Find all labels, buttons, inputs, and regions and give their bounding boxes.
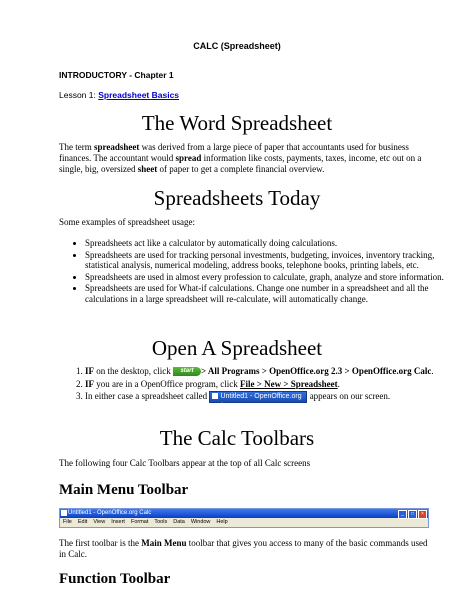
text-span: . xyxy=(337,378,340,389)
text-span: on the desktop, click xyxy=(94,366,173,376)
heading-spreadsheets-today: Spreadsheets Today xyxy=(153,186,321,210)
bold-term: sheet xyxy=(137,164,158,174)
document-title: CALC (Spreadsheet) xyxy=(193,41,281,51)
list-item: • Spreadsheets are used for What-if calculations. Change one number in a spreadsheet and all the calculations in a large spreadsheet will re-calculate, will automatically change. xyxy=(85,283,451,304)
bold-term: Main Menu xyxy=(141,538,187,548)
menu-window[interactable]: Window xyxy=(190,519,211,525)
list-item xyxy=(85,391,451,410)
if-keyword: IF xyxy=(85,366,94,376)
text-span: appears on our screen. xyxy=(307,391,391,402)
heading-main-menu-toolbar: Main Menu Toolbar xyxy=(59,482,189,498)
text-span: was derived from a large piece of paper that accountants used for business finances. The accountant would xyxy=(59,142,409,163)
window-title: Untitled1 - OpenOffice.org Calc xyxy=(68,510,152,516)
start-button[interactable]: start xyxy=(173,367,201,376)
close-icon[interactable]: × xyxy=(418,510,427,519)
menu-view[interactable]: View xyxy=(93,519,106,525)
text-span: information like costs, payments, taxes, income, etc out on a single, big, oversized xyxy=(59,153,422,174)
bold-term: spreadsheet xyxy=(94,142,140,152)
menu-help[interactable]: Help xyxy=(216,519,228,525)
lesson-link[interactable]: Spreadsheet Basics xyxy=(98,90,180,100)
maximize-icon[interactable]: □ xyxy=(408,510,417,519)
calc-window-screenshot xyxy=(59,508,429,528)
open-steps-list xyxy=(59,366,451,410)
list-item xyxy=(85,366,451,377)
heading-calc-toolbars: The Calc Toolbars xyxy=(159,426,315,450)
chapter-subtitle: INTRODUCTORY - Chapter 1 xyxy=(59,70,174,80)
menu-edit[interactable]: Edit xyxy=(77,519,88,525)
taskbar-button[interactable] xyxy=(209,391,307,410)
menu-insert[interactable]: Insert xyxy=(111,519,125,525)
paragraph-toolbars-intro: The following four Calc Toolbars appear at the top of all Calc screens xyxy=(59,458,311,468)
heading-word-spreadsheet: The Word Spreadsheet xyxy=(141,111,333,135)
menu-format[interactable]: Format xyxy=(130,519,149,525)
text-span: . xyxy=(431,366,434,376)
list-item: • Spreadsheets act like a calculator by automatically doing calculations. xyxy=(85,238,451,249)
menu-tools[interactable]: Tools xyxy=(154,519,168,525)
text-span: The term xyxy=(59,142,94,152)
calc-app-icon xyxy=(212,393,218,399)
menu-file[interactable]: File xyxy=(63,519,72,525)
text-span: In either case a spreadsheet called xyxy=(85,391,210,402)
window-title-bar xyxy=(60,509,428,518)
heading-open-spreadsheet: Open A Spreadsheet xyxy=(151,336,323,360)
usage-list xyxy=(59,238,451,305)
lesson-line xyxy=(59,90,179,100)
text-span: you are in a OpenOffice program, click xyxy=(94,378,241,389)
calc-app-icon xyxy=(61,510,67,516)
bold-term: spread xyxy=(175,153,202,163)
main-menu-bar xyxy=(60,518,428,527)
if-keyword: IF xyxy=(85,378,94,389)
text-span: toolbar that gives you access to many of the basic commands used in Calc. xyxy=(59,538,428,559)
paragraph-word-spreadsheet xyxy=(59,142,429,175)
minimize-icon[interactable]: _ xyxy=(398,510,407,519)
text-span: of paper to get a complete financial overview. xyxy=(157,164,325,174)
list-item: • Spreadsheets are used in almost every profession to calculate, graph, analyze and store information. xyxy=(85,272,451,283)
paragraph-usage-intro: Some examples of spreadsheet usage: xyxy=(59,217,195,227)
list-item xyxy=(85,379,451,390)
menu-path: File > New > Spreadsheet xyxy=(240,378,338,389)
paragraph-main-menu xyxy=(59,538,429,560)
menu-path: > All Programs > OpenOffice.org 2.3 > OpenOffice.org Calc xyxy=(200,366,432,376)
lesson-prefix: Lesson 1: xyxy=(59,90,99,100)
heading-function-toolbar: Function Toolbar xyxy=(59,571,171,587)
menu-data[interactable]: Data xyxy=(173,519,185,525)
text-span: The first toolbar is the xyxy=(59,538,142,548)
list-item: • Spreadsheets are used for tracking personal investments, budgeting, invoices, inventory tracking, statistical analysis, numerical modeling, address books, telephone books, printing labels, etc. xyxy=(85,250,451,271)
taskbar-label: Untitled1 - OpenOffice.org Calc xyxy=(212,393,302,410)
window-controls xyxy=(398,510,427,517)
